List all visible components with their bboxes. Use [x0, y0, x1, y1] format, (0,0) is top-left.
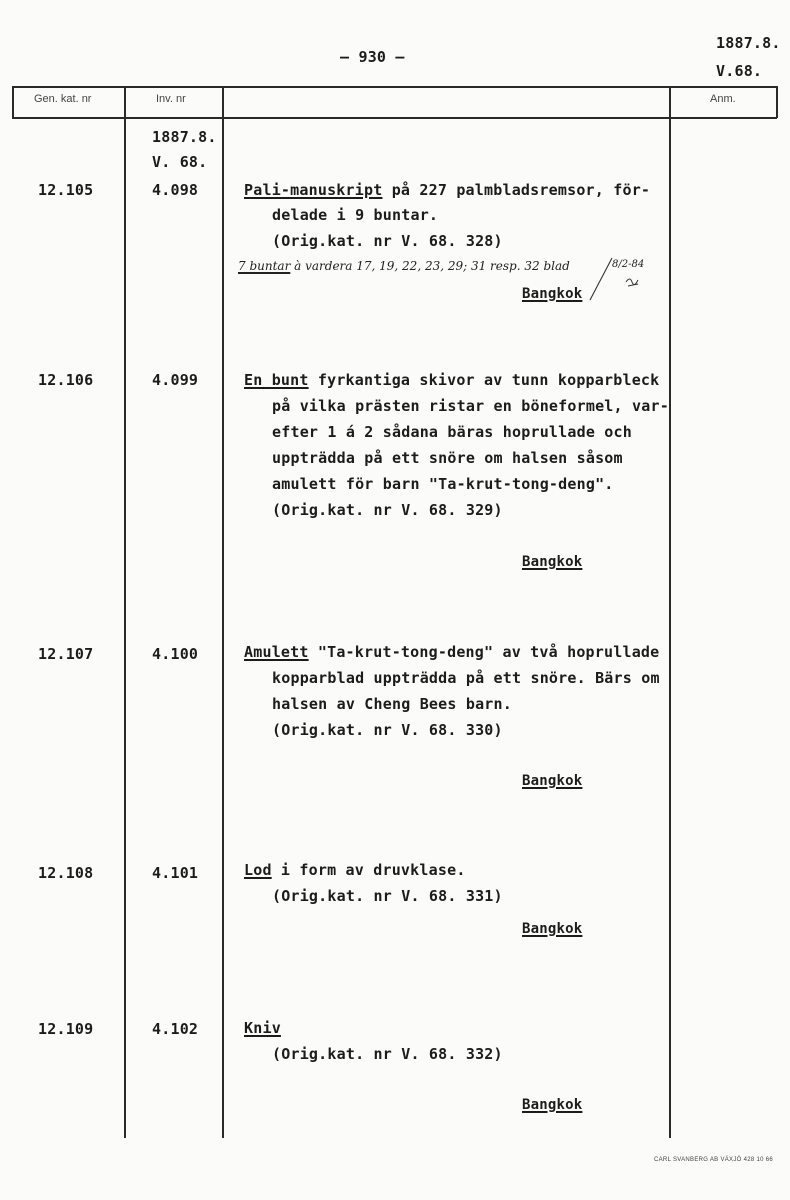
inv-accession: 1887.8. [152, 128, 217, 146]
inv-collection: V. 68. [152, 153, 208, 171]
col-divider-2 [222, 86, 224, 1138]
entry-location: Bangkok [522, 773, 583, 789]
entry-catalog-ref: (Orig.kat. nr V. 68. 328) [272, 232, 503, 250]
entry-description-line: En bunt fyrkantiga skivor av tunn kopparbleck [244, 371, 660, 389]
entry-description-line: Pali-manuskript på 227 palmbladsremsor, för- [244, 181, 651, 199]
gen-kat-number: 12.107 [38, 645, 94, 663]
gen-kat-number: 12.109 [38, 1020, 94, 1038]
header-gen-kat: Gen. kat. nr [34, 93, 92, 105]
entry-title: Kniv [244, 1019, 281, 1037]
inv-number: 4.099 [152, 371, 199, 389]
entry-catalog-ref: (Orig.kat. nr V. 68. 332) [272, 1045, 503, 1063]
header-anm: Anm. [710, 93, 736, 105]
inv-number: 4.098 [152, 181, 199, 199]
entry-description-line: halsen av Cheng Bees barn. [272, 695, 512, 713]
handwritten-date: 8/2-84 [612, 259, 645, 270]
entry-title: En bunt [244, 371, 309, 389]
entry-title: Lod [244, 861, 272, 879]
entry-description-line: delade i 9 buntar. [272, 206, 439, 224]
col-divider-1 [124, 86, 126, 1138]
handwritten-annotation: 7 buntar à vardera 17, 19, 22, 23, 29; 31 resp. 32 blad [238, 259, 570, 273]
page-number: – 930 – [340, 48, 405, 66]
entry-catalog-ref: (Orig.kat. nr V. 68. 329) [272, 501, 503, 519]
inv-number: 4.101 [152, 864, 199, 882]
gen-kat-number: 12.108 [38, 864, 94, 882]
header-bottom-border [12, 117, 777, 119]
entry-location: Bangkok [522, 1097, 583, 1113]
inv-number: 4.102 [152, 1020, 199, 1038]
entry-description-line: efter 1 á 2 sådana bäras hoprullade och [272, 423, 632, 441]
entry-catalog-ref: (Orig.kat. nr V. 68. 330) [272, 721, 503, 739]
entry-description-line: uppträdda på ett snöre om halsen såsom [272, 449, 623, 467]
entry-description-line: Amulett "Ta-krut-tong-deng" av två hoprullade [244, 643, 660, 661]
entry-title: Pali-manuskript [244, 181, 383, 199]
entry-description-line: Lod i form av druvklase. [244, 861, 466, 879]
header-inv: Inv. nr [156, 93, 186, 105]
entry-location: Bangkok [522, 921, 583, 937]
entry-location: Bangkok [522, 554, 583, 570]
handwritten-slash-icon [586, 256, 656, 302]
entry-description-line: kopparblad uppträdda på ett snöre. Bärs om [272, 669, 660, 687]
table-top-border [12, 86, 777, 88]
gen-kat-number: 12.106 [38, 371, 94, 389]
entry-description-line: på vilka prästen ristar en böneformel, var- [272, 397, 669, 415]
entry-description-line: amulett för barn "Ta-krut-tong-deng". [272, 475, 614, 493]
inv-number: 4.100 [152, 645, 199, 663]
left-border [12, 86, 14, 118]
right-border [776, 86, 778, 118]
entry-title: Amulett [244, 643, 309, 661]
printer-imprint: CARL SVANBERG AB VÄXJÖ 428 10 66 [654, 1157, 773, 1163]
entry-location: Bangkok [522, 286, 583, 302]
gen-kat-number: 12.105 [38, 181, 94, 199]
collection-number: V.68. [716, 62, 763, 80]
col-divider-3 [669, 86, 671, 1138]
accession-number: 1887.8. [716, 34, 781, 52]
entry-catalog-ref: (Orig.kat. nr V. 68. 331) [272, 887, 503, 905]
